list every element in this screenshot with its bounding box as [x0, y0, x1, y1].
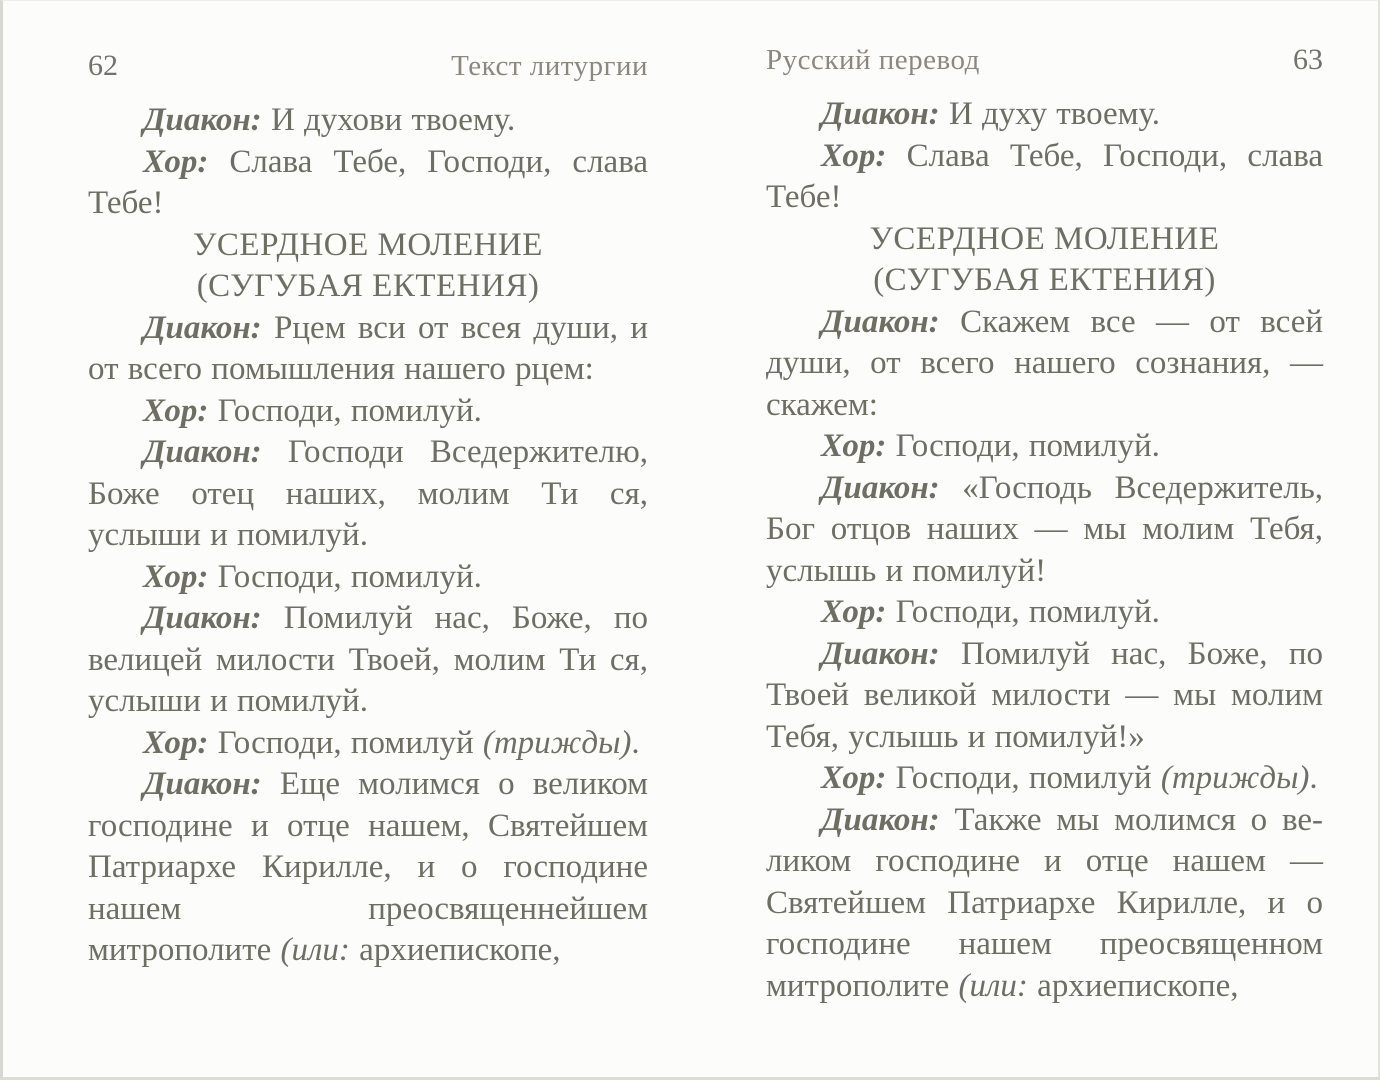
paragraph [88, 598, 648, 723]
text-segment: (или: [958, 967, 1028, 1004]
text-segment: . [1309, 760, 1318, 796]
page-right [766, 43, 1323, 1007]
text-segment: Господи, помилуй. [208, 392, 482, 429]
text-segment: (трижды) [482, 724, 632, 761]
text-segment: Рцем вси от всея души, и от всего помышления нашего рцем: [88, 309, 648, 387]
text-segment: Помилуй нас, Боже, по велицей милости Твоей, молим Ти ся, услыши и помилуй. [88, 600, 648, 719]
speaker-label: Диакон: [143, 102, 262, 138]
paragraph [88, 100, 648, 142]
text-segment: архиепископе, [1027, 967, 1239, 1004]
text-segment: Господи Вседержителю, Боже отец наших, молим Ти ся, услыши и помилуй. [88, 434, 648, 553]
paragraph [766, 634, 1323, 759]
text-segment: Господи, помилуй [208, 724, 483, 761]
speaker-label: Диакон: [821, 635, 940, 672]
paragraph [766, 94, 1323, 136]
paragraph [766, 426, 1323, 468]
text-segment: (или: [280, 932, 350, 968]
text-segment: Также мы молимся о великом господине и отце нашем — Святейшем Патриархе Кирилле, и о господине нашем преосвященном митрополите [766, 801, 1323, 1004]
text-segment: Господи, помилуй. [886, 428, 1160, 464]
page-header-left [88, 49, 648, 83]
speaker-label: Диакон: [821, 469, 940, 506]
text-segment: (трижды) [1160, 760, 1310, 796]
paragraph [766, 592, 1323, 634]
page-left [88, 49, 648, 972]
speaker-label: Диакон: [143, 766, 262, 802]
section-heading-line: (СУГУБАЯ ЕКТЕНИЯ) [196, 268, 540, 304]
text-segment: Господи, помилуй [886, 760, 1161, 796]
speaker-label: Хор: [821, 594, 887, 630]
paragraph [88, 432, 648, 557]
paragraph [88, 391, 648, 433]
running-head-right: Русский перевод [766, 44, 980, 76]
text-segment: Еще молимся о великом господине и отце нашем, Святейшем Патриархе Кирилле, и о господине нашем преосвященнейшем митрополите [88, 766, 648, 968]
paragraph [766, 468, 1323, 593]
page-number-right: 63 [1293, 43, 1323, 76]
text-segment: . [631, 724, 640, 761]
speaker-label: Хор: [143, 143, 209, 180]
paragraph [766, 800, 1323, 1008]
text-segment: «Господь Вседержитель, Бог отцов наших — мы молим Тебя, услышь и помилуй! [766, 469, 1323, 589]
speaker-label: Хор: [143, 558, 209, 595]
paragraph [766, 136, 1323, 219]
text-segment: И духови твоему. [261, 102, 516, 138]
speaker-label: Хор: [821, 137, 887, 174]
paragraph [88, 142, 648, 225]
text-segment: Помилуй нас, Боже, по Твоей великой милости — мы молим Тебя, услышь и помилуй!» [766, 635, 1323, 755]
text-segment: И духу твоему. [939, 96, 1160, 132]
text-segment: Слава Тебе, Господи, слава Тебе! [88, 143, 648, 221]
speaker-label: Диакон: [143, 309, 262, 346]
speaker-label: Диакон: [821, 801, 940, 838]
paragraph [88, 723, 648, 765]
paragraph [88, 557, 648, 599]
speaker-label: Хор: [821, 760, 887, 796]
speaker-label: Хор: [143, 392, 209, 429]
running-head-left: Текст литургии [451, 50, 648, 82]
page-header-right [766, 43, 1323, 77]
page-body-left [88, 100, 648, 972]
page-number-left: 62 [88, 49, 118, 82]
paragraph [766, 302, 1323, 427]
page-body-right [766, 94, 1323, 1007]
section-heading-line: (СУГУБАЯ ЕКТЕНИЯ) [873, 262, 1216, 298]
paragraph [88, 764, 648, 972]
speaker-label: Диакон: [143, 434, 262, 470]
text-segment: Господи, помилуй. [886, 594, 1160, 630]
text-segment: Слава Тебе, Господи, слава Тебе! [766, 137, 1323, 215]
text-segment: архиепископе, [349, 932, 561, 968]
section-heading-line: УСЕРДНОЕ МОЛЕНИЕ [869, 220, 1220, 257]
paragraph [88, 308, 648, 391]
speaker-label: Диакон: [143, 600, 262, 636]
speaker-label: Хор: [143, 724, 209, 761]
paragraph [766, 758, 1323, 800]
section-heading-line: УСЕРДНОЕ МОЛЕНИЕ [193, 226, 543, 263]
text-segment: Скажем все — от всей души, от всего нашего сознания, — скажем: [766, 303, 1323, 423]
speaker-label: Диакон: [821, 96, 940, 132]
speaker-label: Хор: [821, 428, 887, 464]
speaker-label: Диакон: [821, 303, 940, 340]
text-segment: Господи, помилуй. [208, 558, 482, 595]
